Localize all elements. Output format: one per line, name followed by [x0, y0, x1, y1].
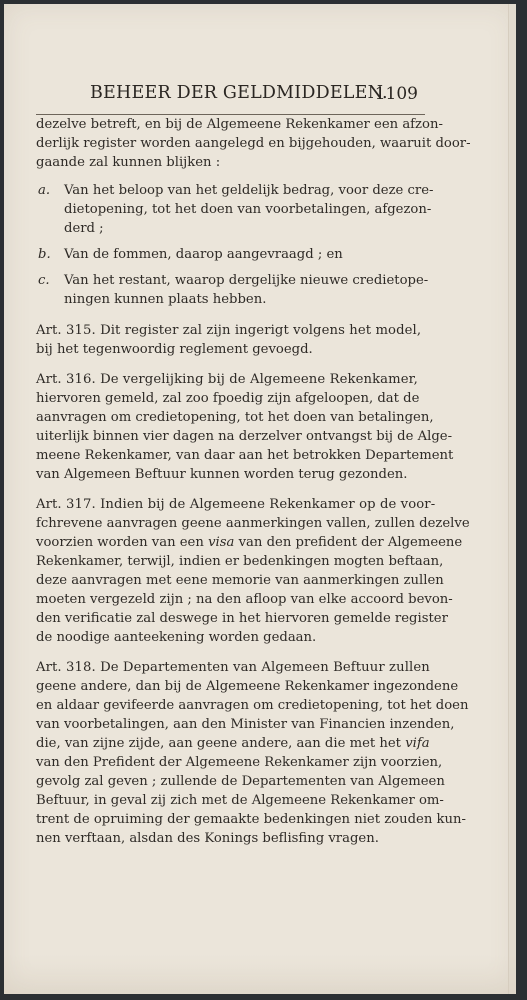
text-line: trent de opruiming der gemaakte bedenkingen niet zouden kun-	[36, 812, 466, 827]
item-marker-c: c.	[38, 273, 50, 288]
text-line: nen verftaan, alsdan des Konings beflisfing vragen.	[36, 831, 379, 846]
text-line: Van de fommen, daarop aangevraagd ; en	[64, 247, 343, 262]
text-line: dietopening, tot het doen van voorbetalingen, afgezon-	[64, 202, 432, 217]
text-line: hiervoren gemeld, zal zoo fpoedig zijn afgeloopen, dat de	[36, 391, 420, 406]
text-span: die, van zijne zijde, aan geene andere, aan die met het	[36, 736, 401, 751]
text-line: Rekenkamer, terwijl, indien er bedenkingen mogten beftaan,	[36, 554, 444, 569]
text-line	[36, 534, 462, 553]
text-line: van voorbetalingen, aan den Minister van Financien inzenden,	[36, 717, 455, 732]
running-header	[4, 84, 516, 108]
article-315-line: Art. 315. Dit register zal zijn ingerigt volgens het model,	[36, 323, 422, 338]
text-line: deze aanvragen met eene memorie van aanmerkingen zullen	[36, 573, 444, 588]
text-line: dezelve betreft, en bij de Algemeene Rekenkamer een afzon-	[36, 117, 443, 132]
text-line: fchrevene aanvragen geene aanmerkingen vallen, zullen dezelve	[36, 516, 470, 531]
text-line: derlijk register worden aangelegd en bijgehouden, waaruit door-	[36, 136, 471, 151]
item-marker-a: a.	[38, 183, 51, 198]
text-line: uiterlijk binnen vier dagen na derzelver ontvangst bij de Alge-	[36, 429, 453, 444]
text-line: moeten vergezeld zijn ; na den afloop van elke accoord bevon-	[36, 592, 453, 607]
article-318-line: Art. 318. De Departementen van Algemeen Beftuur zullen	[36, 660, 430, 675]
text-line: de noodige aanteekening worden gedaan.	[36, 630, 317, 645]
text-line: van den Prefident der Algemeene Rekenkamer zijn voorzien,	[36, 755, 443, 770]
page-edge	[508, 4, 516, 994]
visa-term: visa	[208, 535, 235, 550]
document-page	[4, 4, 516, 994]
text-line: ningen kunnen plaats hebben.	[64, 292, 267, 307]
article-317-line: Art. 317. Indien bij de Algemeene Rekenkamer op de voor-	[36, 497, 436, 512]
text-line: en aldaar gevifeerde aanvragen om credietopening, tot het doen	[36, 698, 469, 713]
text-line: Beftuur, in geval zij zich met de Algemeene Rekenkamer om-	[36, 793, 444, 808]
page-number: 1109	[374, 84, 418, 104]
text-line: Van het restant, waarop dergelijke nieuwe credietope-	[64, 273, 429, 288]
text-line: derd ;	[64, 221, 104, 236]
header-rule	[36, 114, 425, 115]
visa-term: vifa	[405, 736, 430, 751]
text-span: voorzien worden van een	[36, 535, 204, 550]
text-line: van Algemeen Beftuur kunnen worden terug gezonden.	[36, 467, 408, 482]
text-line	[36, 735, 430, 754]
text-line: meene Rekenkamer, van daar aan het betrokken Departement	[36, 448, 454, 463]
text-line: aanvragen om credietopening, tot het doen van betalingen,	[36, 410, 434, 425]
text-span: van den prefident der Algemeene	[238, 535, 463, 550]
item-marker-b: b.	[38, 247, 51, 262]
running-title: BEHEER DER GELDMIDDELEN.	[90, 83, 388, 103]
paper-shade	[4, 954, 516, 994]
article-316-line: Art. 316. De vergelijking bij de Algemeene Rekenkamer,	[36, 372, 418, 387]
text-line: bij het tegenwoordig reglement gevoegd.	[36, 342, 313, 357]
text-line: gaande zal kunnen blijken :	[36, 155, 221, 170]
text-line: den verificatie zal deswege in het hiervoren gemelde register	[36, 611, 448, 626]
text-line: Van het beloop van het geldelijk bedrag, voor deze cre-	[64, 183, 434, 198]
text-line: geene andere, dan bij de Algemeene Rekenkamer ingezondene	[36, 679, 459, 694]
text-line: gevolg zal geven ; zullende de Departementen van Algemeen	[36, 774, 445, 789]
